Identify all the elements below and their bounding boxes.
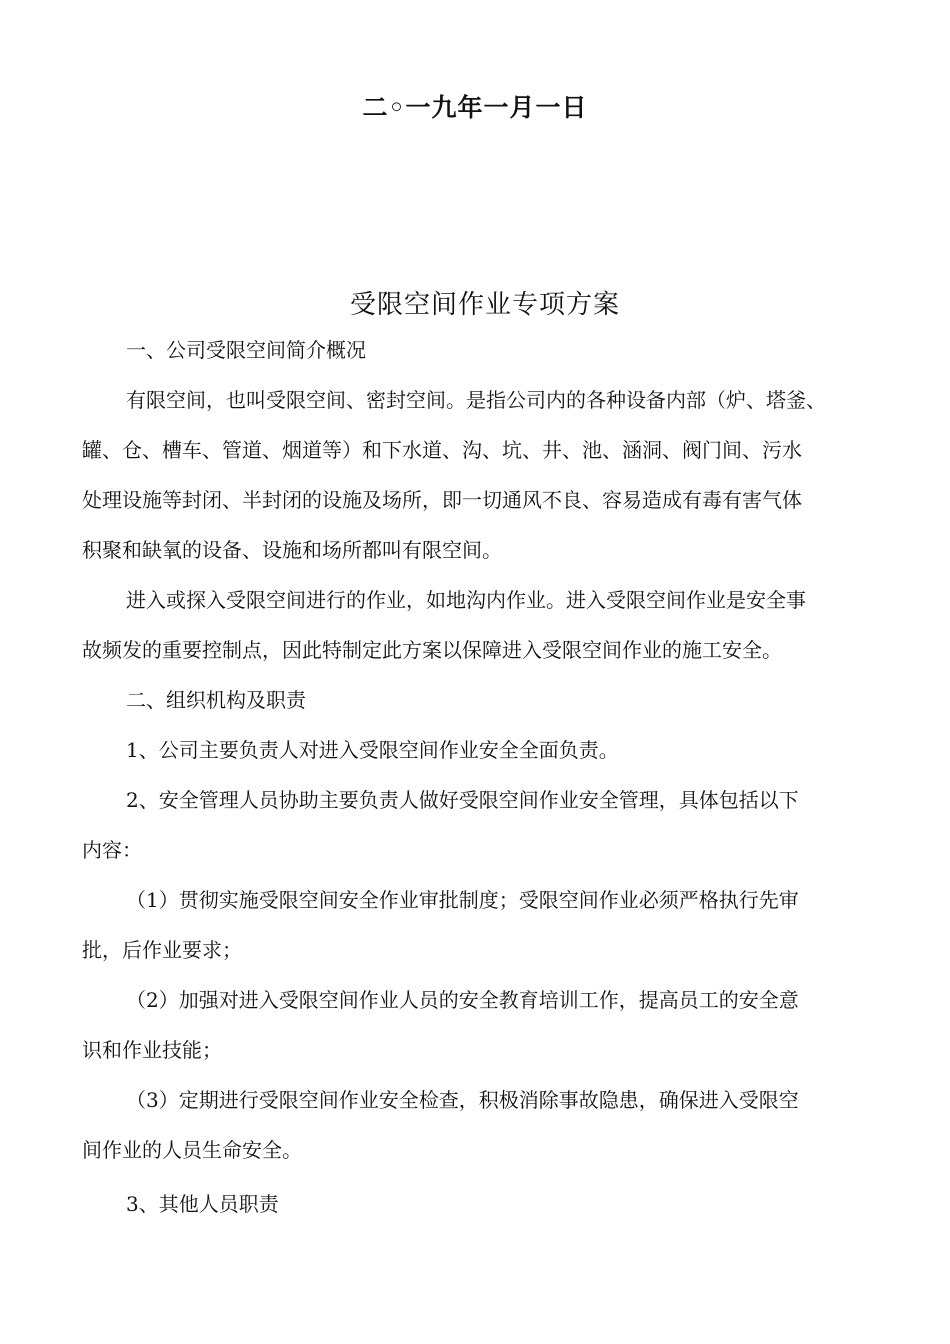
paragraph-line: 处理设施等封闭、半封闭的设施及场所，即一切通风不良、容易造成有毒有害气体	[82, 488, 802, 512]
section-heading-organization: 二、组织机构及职责	[126, 688, 306, 712]
document-date: 二◦一九年一月一日	[362, 93, 588, 122]
list-item: 2、安全管理人员协助主要负责人做好受限空间作业安全管理，具体包括以下	[126, 788, 799, 812]
sub-item-continuation: 识和作业技能；	[82, 1038, 222, 1062]
sub-item: （1）贯彻实施受限空间安全作业审批制度；受限空间作业必须严格执行先审	[126, 888, 799, 912]
sub-item: （3）定期进行受限空间作业安全检查，积极消除事故隐患，确保进入受限空	[126, 1088, 799, 1112]
paragraph-line: 积聚和缺氧的设备、设施和场所都叫有限空间。	[82, 538, 502, 562]
paragraph-line: 进入或探入受限空间进行的作业，如地沟内作业。进入受限空间作业是安全事	[126, 588, 806, 612]
paragraph-line: 故频发的重要控制点，因此特制定此方案以保障进入受限空间作业的施工安全。	[82, 638, 782, 662]
sub-item-continuation: 间作业的人员生命安全。	[82, 1138, 302, 1162]
sub-item-continuation: 批，后作业要求；	[82, 938, 242, 962]
document-title: 受限空间作业专项方案	[349, 290, 620, 320]
list-item-continuation: 内容：	[82, 838, 142, 862]
paragraph-line: 有限空间，也叫受限空间、密封空间。是指公司内的各种设备内部（炉、塔釜、	[126, 388, 826, 412]
sub-item: （2）加强对进入受限空间作业人员的安全教育培训工作，提高员工的安全意	[126, 988, 799, 1012]
section-heading-overview: 一、公司受限空间简介概况	[126, 338, 366, 362]
paragraph-line: 罐、仓、槽车、管道、烟道等）和下水道、沟、坑、井、池、涵洞、阀门间、污水	[82, 438, 802, 462]
list-item: 3、其他人员职责	[126, 1192, 279, 1216]
list-item: 1、公司主要负责人对进入受限空间作业安全全面负责。	[126, 738, 619, 762]
